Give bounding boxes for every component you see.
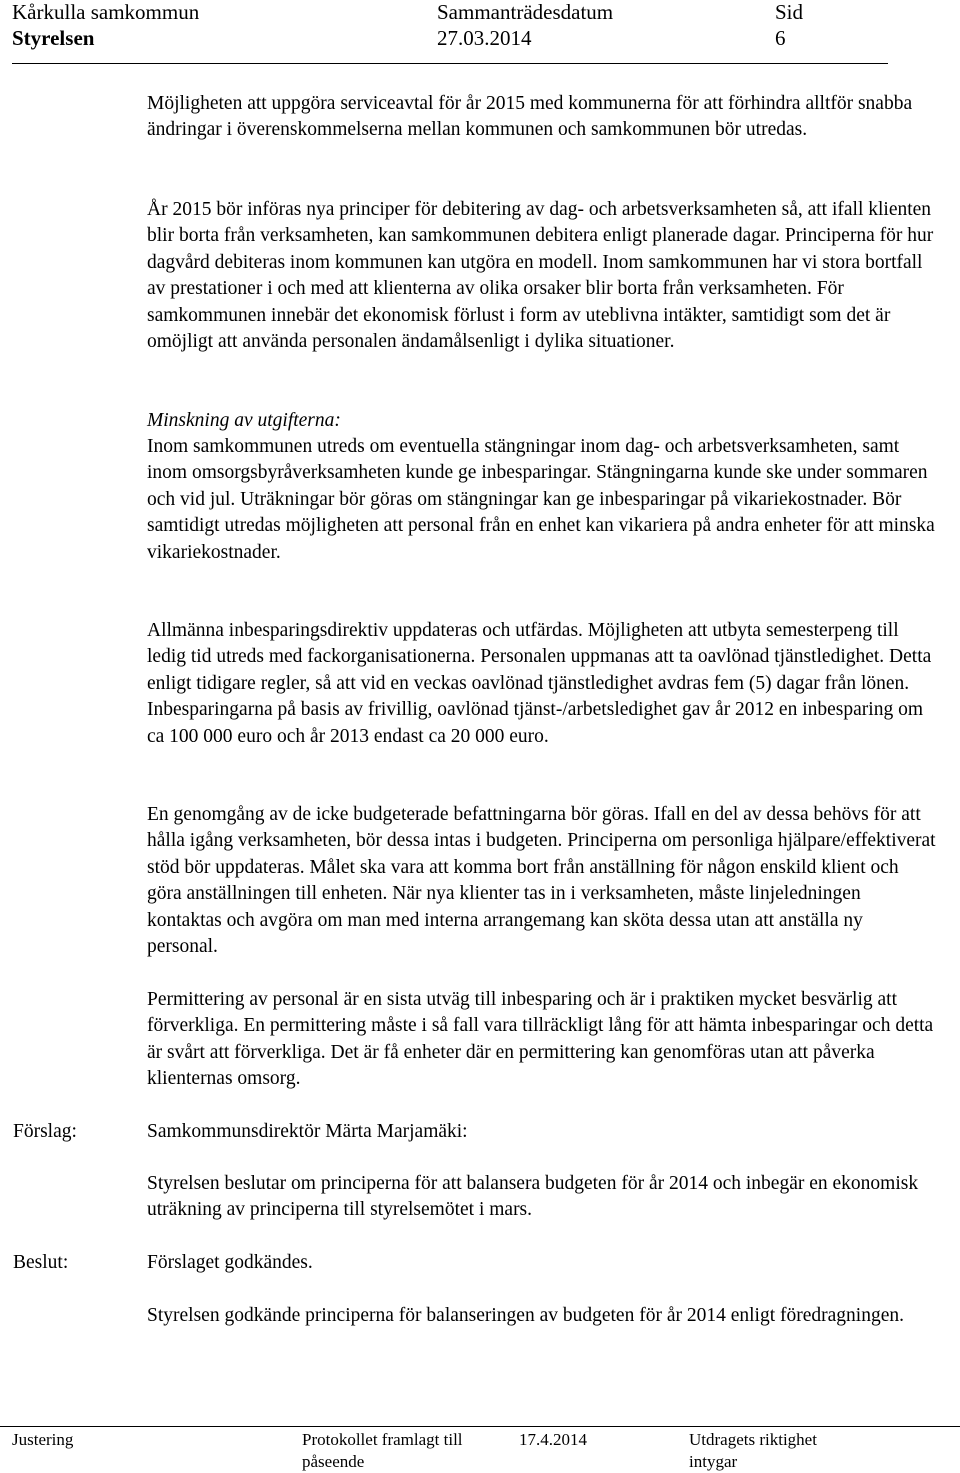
footer-rule bbox=[0, 1426, 960, 1427]
org-name: Kårkulla samkommun bbox=[12, 0, 200, 24]
footer-protocol-line1: Protokollet framlagt till bbox=[302, 1430, 463, 1449]
page-number: 6 bbox=[775, 26, 786, 50]
body-name: Styrelsen bbox=[12, 26, 95, 50]
decision-line: Förslaget godkändes. bbox=[147, 1252, 313, 1273]
header-rule bbox=[12, 63, 888, 64]
footer-date: 17.4.2014 bbox=[519, 1430, 587, 1449]
proposal-text: Styrelsen beslutar om principerna för att balansera budgeten för år 2014 och inbegär en ekonomisk uträkning av principerna till styrelsemötet i mars. bbox=[147, 1173, 919, 1221]
date-label: Sammanträdesdatum bbox=[437, 0, 614, 24]
paragraph-positions-review: En genomgång av de icke budgeterade befattningarna bör göras. Ifall en del av dessa behövs för att hålla igång verksamheten, bör dessa intas i budgeten. Principerna om personliga hjälpare/effektiverat stöd bör uppdateras. Målet ska vara att komma bort från anställning för någon enskild klient och göra anställningen till enheten. När nya klienter tas in i verksamheten, måste linjeledningen kontaktas och avgöra om man med interna arrangemang kan sköta dessa utan att anställa ny personal. bbox=[147, 804, 936, 958]
proposal-label: Förslag: bbox=[13, 1121, 77, 1142]
footer-protocol-line2: påseende bbox=[302, 1452, 365, 1471]
paragraph-service-agreement: Möjligheten att uppgöra serviceavtal för år 2015 med kommunerna för att förhindra alltför snabba ändringar i överenskommelserna mellan kommunen och samkommunen bör utredas. bbox=[147, 93, 913, 141]
paragraph-closures: Inom samkommunen utreds om eventuella stängningar inom dag- och arbetsverksamheten, samt inom omsorgsbyråverksamheten kunde ge inbesparingar. Stängningarna kunde ske under sommaren och vid jul. Uträkningar bör göras om stängningar kan ge inbesparingar på vikariekostnader. Bör samtidigt utredas möjligheten att personal från en enhet kan vikariera på andra enheter för att minska vikariekostnader. bbox=[147, 436, 935, 563]
footer-extract-line1: Utdragets riktighet bbox=[689, 1430, 817, 1449]
decision-label: Beslut: bbox=[13, 1252, 69, 1273]
paragraph-debiting-principles: År 2015 bör införas nya principer för debitering av dag- och arbetsverksamheten så, att ifall klienten blir borta från verksamheten, kan samkommunen debitera enligt planerade dagar. Principerna för hur dagvård debiteras inom kommunen kan utgöra en modell. Inom samkommunen har vi stora bortfall av prestationer i och med att klienterna av olika orsaker blir borta från verksamheten. För samkommunen innebär det ekonomisk förlust i form av uteblivna intäkter, samtidigt som det är omöjligt att använda personalen ändamålsenligt i dylika situationer. bbox=[147, 199, 934, 353]
footer-extract-line2: intygar bbox=[689, 1452, 738, 1471]
meeting-date: 27.03.2014 bbox=[437, 26, 532, 50]
section-heading: Minskning av utgifterna: bbox=[147, 410, 341, 431]
paragraph-layoffs: Permittering av personal är en sista utväg till inbesparing och är i praktiken mycket besvärlig att förverkliga. En permittering måste i så fall vara tillräckligt lång för att hämta inbesparingar och detta är svårt att förverkliga. Det är få enheter där en permittering kan genomföras utan att påverka klienternas omsorg. bbox=[147, 989, 934, 1090]
decision-text: Styrelsen godkände principerna för balanseringen av budgeten för år 2014 enligt föredragningen. bbox=[147, 1305, 904, 1326]
proposal-presenter: Samkommunsdirektör Märta Marjamäki: bbox=[147, 1121, 468, 1142]
footer-justering: Justering bbox=[12, 1430, 74, 1449]
paragraph-savings-directives: Allmänna inbesparingsdirektiv uppdateras och utfärdas. Möjligheten att utbyta semesterpeng till ledig tid utreds med fackorganisationerna. Personalen uppmanas att ta oavlönad tjänstledighet. Detta enligt tidigare regler, så att vid en veckas oavlönad tjänstledighet avdras fem (5) dagar från lönen. Inbesparingarna på basis av frivillig, oavlönad tjänst-/arbetsledighet gav år 2012 en inbesparing om ca 100 000 euro och år 2013 endast ca 20 000 euro. bbox=[147, 620, 932, 747]
page-label: Sid bbox=[775, 0, 804, 24]
